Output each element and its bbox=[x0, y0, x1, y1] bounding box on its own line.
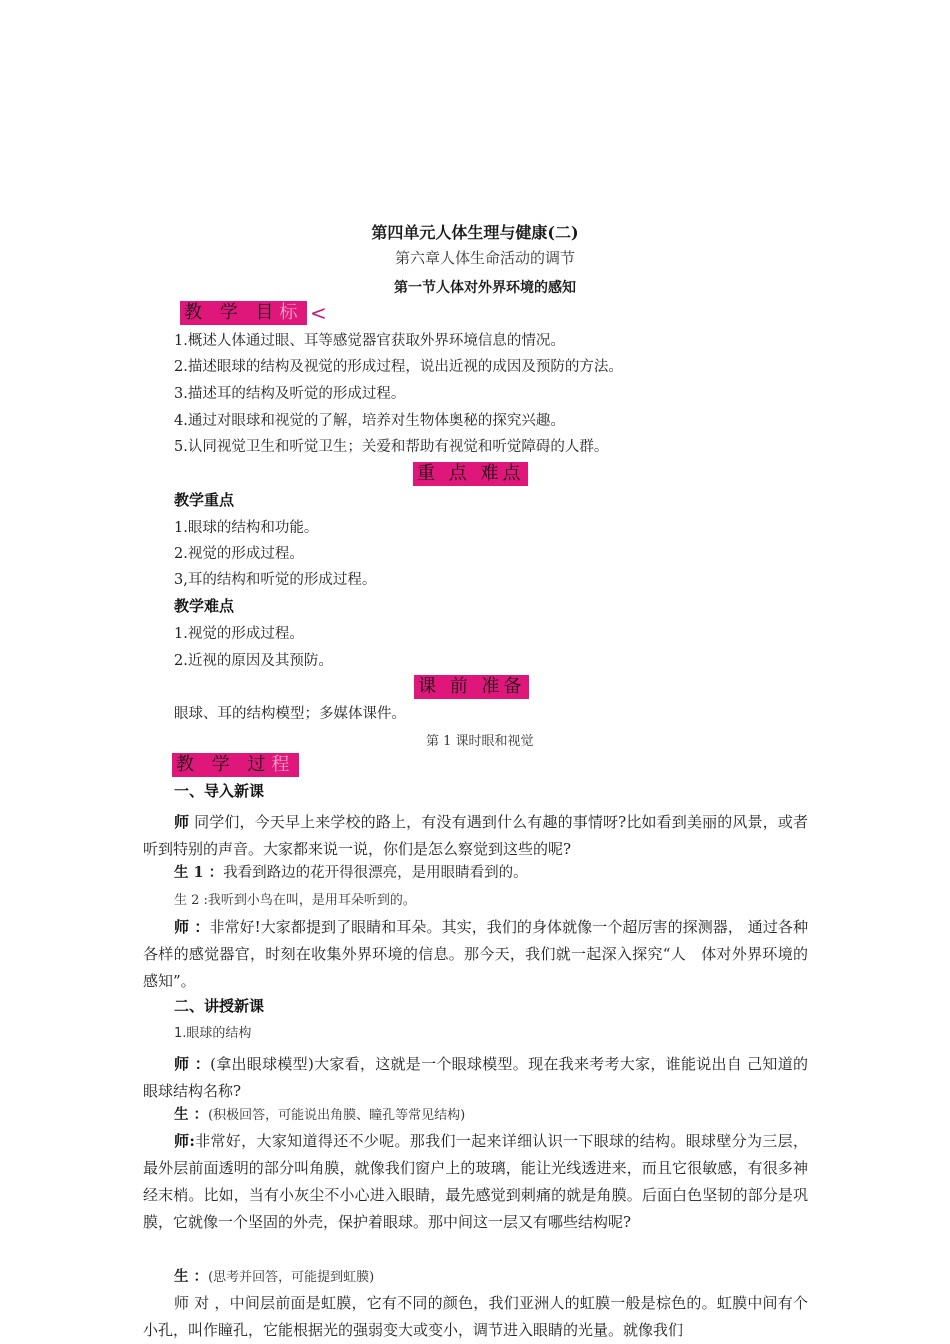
student-text-3: (积极回答，可能说出角膜、瞳孔等常见结构) bbox=[208, 1108, 466, 1123]
teacher-text-3: (拿出眼球模型)大家看，这就是一个眼球模型。现在我来考考大家，谁能说出自 己知道的眼球结构名称? bbox=[143, 1055, 808, 1100]
teacher-paragraph-2 bbox=[143, 914, 808, 995]
chapter-title: 第六章人体生命活动的调节 bbox=[394, 249, 575, 267]
chevron-left-icon: < bbox=[310, 301, 327, 325]
unit-title: 第四单元人体生理与健康(二) bbox=[371, 223, 579, 242]
student-line-2: 生 2 :我听到小鸟在叫，是用耳朵听到的。 bbox=[174, 893, 416, 908]
speaker-student-4: 生 ： bbox=[174, 1268, 209, 1285]
teacher-paragraph-5: 师 对 ，中间层前面是虹膜，它有不同的颜色，我们亚洲人的虹膜一般是棕色的。虹膜中间有个小孔，叫作瞳孔，它能根据光的强弱变大或变小，调节进入眼睛的光量。就像我们 bbox=[143, 1294, 808, 1339]
goals-banner-fade: 标 bbox=[279, 302, 304, 323]
lesson-title: 第 1 课时眼和视觉 bbox=[426, 734, 534, 749]
difficulty-item-2: 2.近视的原因及其预防。 bbox=[174, 653, 333, 669]
difficulty-item-1: 1.视觉的形成过程。 bbox=[174, 626, 304, 642]
student-line-4 bbox=[174, 1265, 374, 1286]
focus-label: 教学重点 bbox=[174, 491, 235, 509]
goal-item-4: 4.通过对眼球和视觉的了解，培养对生物体奥秘的探究兴趣。 bbox=[174, 413, 565, 429]
part1-heading: 一、导入新课 bbox=[174, 782, 265, 800]
student-line-3 bbox=[174, 1103, 465, 1124]
teacher-paragraph-3 bbox=[143, 1051, 808, 1105]
teacher-text-1: 同学们，今天早上来学校的路上，有没有遇到什么有趣的事情呀?比如看到美丽的风景，或者听到特别的声音。大家都来说一说，你们是怎么察觉到这些的呢? bbox=[143, 813, 808, 858]
teacher-paragraph-1 bbox=[143, 809, 808, 863]
teacher-paragraph-4 bbox=[143, 1128, 808, 1236]
speaker-student-1: 生 1 ： bbox=[174, 864, 224, 881]
keypoints-banner: 重 点 难点 bbox=[413, 462, 528, 486]
difficulty-label: 教学难点 bbox=[174, 597, 235, 615]
student-text-1: 我看到路边的花开得很漂亮，是用眼睛看到的。 bbox=[223, 865, 528, 881]
focus-item-1: 1.眼球的结构和功能。 bbox=[174, 520, 319, 536]
teacher-text-4: 非常好，大家知道得还不少呢。那我们一起来详细认识一下眼球的结构。眼球壁分为三层，最外层前面透明的部分叫角膜，就像我们窗户上的玻璃，能让光线透进来，而且它很敏感，有很多神经末梢。比如，当有小灰尘不小心进入眼睛，最先感觉到刺痛的就是角膜。后面白色坚韧的部分是巩膜，它就像一个坚固的外壳，保护着眼球。那中间这一层又有哪些结构呢? bbox=[143, 1132, 808, 1231]
goal-item-5: 5.认同视觉卫生和听觉卫生；关爱和帮助有视觉和听觉障碍的人群。 bbox=[174, 439, 609, 455]
focus-item-3: 3,耳的结构和听觉的形成过程。 bbox=[174, 572, 377, 588]
speaker-teacher-2: 师 ： bbox=[174, 918, 210, 936]
goal-item-1: 1.概述人体通过眼、耳等感觉器官获取外界环境信息的情况。 bbox=[174, 333, 565, 349]
focus-item-2: 2.视觉的形成过程。 bbox=[174, 546, 304, 562]
process-banner-fade: 程 bbox=[271, 754, 296, 775]
process-banner-text: 教 学 过 bbox=[176, 754, 272, 775]
student-line-1 bbox=[174, 861, 528, 882]
teacher-text-2: 非常好!大家都提到了眼睛和耳朵。其实，我们的身体就像一个超厉害的探测器， 通过各种各样的感觉器官，时刻在收集外界环境的信息。那今天，我们就一起深入探究“人 体对外界环境的感知”。 bbox=[143, 918, 808, 990]
goal-item-3: 3.描述耳的结构及听觉的形成过程。 bbox=[174, 386, 406, 402]
prep-text: 眼球、耳的结构模型；多媒体课件。 bbox=[174, 706, 406, 722]
speaker-teacher: 师 bbox=[174, 813, 190, 831]
prep-banner: 课 前 准备 bbox=[414, 675, 529, 699]
speaker-student-3: 生 ： bbox=[174, 1106, 209, 1123]
speaker-teacher-4: 师: bbox=[174, 1132, 195, 1150]
student-text-4: (思考并回答，可能提到虹膜) bbox=[208, 1270, 375, 1285]
goal-item-2: 2.描述眼球的结构及视觉的形成过程，说出近视的成因及预防的方法。 bbox=[174, 359, 623, 375]
goals-banner-text: 教 学 目 bbox=[184, 302, 280, 323]
section-title: 第一节人体对外界环境的感知 bbox=[394, 280, 576, 296]
sub1-heading: 1.眼球的结构 bbox=[174, 1026, 252, 1041]
part2-heading: 二、讲授新课 bbox=[174, 997, 265, 1015]
speaker-teacher-3: 师 ： bbox=[174, 1055, 211, 1073]
process-banner bbox=[172, 753, 299, 777]
goals-banner bbox=[180, 301, 307, 325]
